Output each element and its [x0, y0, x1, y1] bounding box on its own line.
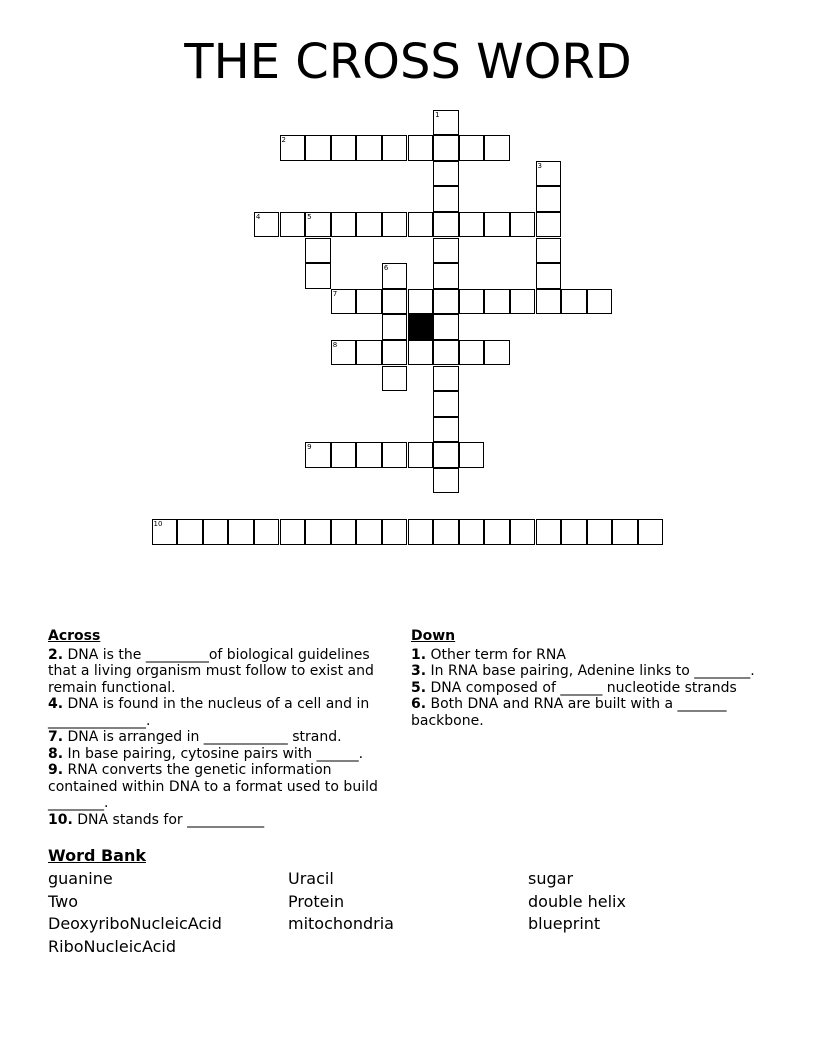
word-bank-item: RiboNucleicAcid: [48, 936, 177, 956]
word-bank-column-2: [288, 868, 394, 936]
clue-number-label: 9: [307, 443, 312, 452]
grid-cell[interactable]: [228, 519, 254, 545]
word-bank-item: sugar: [528, 869, 574, 888]
grid-cell[interactable]: [331, 340, 357, 366]
grid-cell[interactable]: [561, 519, 587, 545]
grid-cell[interactable]: [331, 442, 357, 468]
clue-across-9: [48, 762, 400, 812]
grid-cell[interactable]: [536, 263, 562, 289]
clue-text: DNA is arranged in ____________ strand.: [67, 729, 342, 745]
clue-text: RNA converts the genetic information contained within DNA to a format used to build ________.: [48, 762, 378, 811]
grid-cell[interactable]: [433, 391, 459, 417]
grid-cell[interactable]: [433, 340, 459, 366]
black-square: [408, 314, 434, 340]
grid-cell[interactable]: [331, 212, 357, 238]
down-clues: [411, 628, 771, 729]
clue-text: Other term for RNA: [430, 646, 566, 663]
word-bank-item: Protein: [288, 891, 345, 911]
grid-cell[interactable]: [638, 519, 664, 545]
clue-number: 10.: [48, 811, 73, 828]
clue-text: DNA stands for ___________: [77, 811, 265, 828]
clue-text: DNA is found in the nucleus of a cell and in ______________.: [48, 696, 370, 729]
grid-cell[interactable]: [459, 135, 485, 161]
clue-text: In RNA base pairing, Adenine links to ________.: [430, 663, 755, 679]
grid-cell[interactable]: [152, 519, 178, 545]
clue-number-label: 10: [153, 520, 163, 529]
grid-cell[interactable]: [459, 519, 485, 545]
clue-number: 9.: [48, 762, 64, 778]
clue-number-label: 1: [435, 110, 440, 119]
clue-down-1: [411, 647, 771, 664]
grid-cell[interactable]: [382, 212, 408, 238]
grid-cell[interactable]: [254, 519, 280, 545]
grid-cell[interactable]: [305, 135, 331, 161]
clue-text: DNA composed of ______ nucleotide strands: [430, 679, 737, 696]
clue-number-label: 3: [537, 161, 542, 170]
grid-cell[interactable]: [382, 263, 408, 289]
clue-number: 4.: [48, 696, 64, 712]
grid-cell[interactable]: [459, 340, 485, 366]
grid-cell[interactable]: [433, 161, 459, 187]
clue-number-label: 6: [383, 264, 389, 273]
clue-number: 5.: [411, 679, 427, 696]
across-clues: [48, 628, 400, 828]
grid-cell[interactable]: [280, 212, 306, 238]
grid-cell[interactable]: [331, 135, 357, 161]
grid-cell[interactable]: [408, 442, 434, 468]
across-heading: Across: [48, 628, 101, 644]
grid-cell[interactable]: [459, 212, 485, 238]
grid-cell[interactable]: [484, 340, 510, 366]
grid-cell[interactable]: [536, 289, 562, 315]
clue-across-10: [48, 812, 400, 829]
grid-cell[interactable]: [484, 289, 510, 315]
grid-cell[interactable]: [382, 519, 408, 545]
clue-text: Both DNA and RNA are built with a _______ backbone.: [411, 696, 727, 729]
word-bank-item: Two: [48, 891, 78, 911]
clue-number: 8.: [48, 745, 64, 762]
grid-cell[interactable]: [254, 212, 280, 238]
grid-cell[interactable]: [536, 519, 562, 545]
grid-cell[interactable]: [433, 212, 459, 238]
grid-cell[interactable]: [305, 238, 331, 264]
clue-number-label: 2: [281, 136, 286, 145]
word-bank-column-3: [528, 868, 626, 936]
grid-cell[interactable]: [382, 289, 408, 315]
grid-cell[interactable]: [203, 519, 229, 545]
grid-cell[interactable]: [331, 289, 357, 315]
grid-cell[interactable]: [305, 212, 331, 238]
word-bank-column-1: [48, 868, 222, 958]
word-bank-item: DeoxyriboNucleicAcid: [48, 914, 222, 933]
grid-cell[interactable]: [536, 238, 562, 264]
grid-cell[interactable]: [356, 519, 382, 545]
grid-cell[interactable]: [536, 161, 562, 187]
clue-across-4: [48, 696, 400, 729]
grid-cell[interactable]: [433, 263, 459, 289]
grid-cell[interactable]: [433, 110, 459, 136]
grid-cell[interactable]: [356, 212, 382, 238]
grid-cell[interactable]: [587, 519, 613, 545]
grid-cell[interactable]: [280, 519, 306, 545]
word-bank-item: Uracil: [288, 869, 334, 888]
grid-cell[interactable]: [433, 366, 459, 392]
grid-cell[interactable]: [433, 468, 459, 494]
grid-cell[interactable]: [433, 442, 459, 468]
grid-cell[interactable]: [510, 519, 536, 545]
grid-cell[interactable]: [459, 289, 485, 315]
clue-across-8: [48, 746, 400, 763]
grid-cell[interactable]: [382, 366, 408, 392]
grid-cell[interactable]: [433, 417, 459, 443]
word-bank-heading: Word Bank: [48, 846, 147, 865]
grid-cell[interactable]: [484, 519, 510, 545]
grid-cell[interactable]: [536, 212, 562, 238]
grid-cell[interactable]: [484, 212, 510, 238]
grid-cell[interactable]: [484, 135, 510, 161]
clue-number: 1.: [411, 646, 427, 663]
word-bank-item: guanine: [48, 869, 113, 888]
clue-text: In base pairing, cytosine pairs with ______.: [67, 745, 364, 762]
grid-cell[interactable]: [612, 519, 638, 545]
grid-cell[interactable]: [305, 519, 331, 545]
grid-cell[interactable]: [382, 442, 408, 468]
word-bank-item: mitochondria: [288, 914, 394, 933]
grid-cell[interactable]: [331, 519, 357, 545]
grid-cell[interactable]: [587, 289, 613, 315]
down-heading: Down: [411, 628, 456, 644]
grid-cell[interactable]: [433, 135, 459, 161]
grid-cell[interactable]: [536, 186, 562, 212]
grid-cell[interactable]: [510, 212, 536, 238]
grid-cell[interactable]: [305, 442, 331, 468]
grid-cell[interactable]: [305, 263, 331, 289]
page-title: THE CROSS WORD: [184, 34, 632, 90]
grid-cell[interactable]: [561, 289, 587, 315]
clue-number: 3.: [411, 663, 427, 679]
grid-cell[interactable]: [382, 314, 408, 340]
clue-number-label: 8: [332, 340, 338, 349]
grid-cell[interactable]: [280, 135, 306, 161]
clue-number: 2.: [48, 646, 64, 663]
grid-cell[interactable]: [408, 519, 434, 545]
grid-cell[interactable]: [433, 314, 459, 340]
clue-across-7: [48, 729, 400, 746]
grid-cell[interactable]: [382, 135, 408, 161]
clue-number: 6.: [411, 696, 427, 712]
grid-cell[interactable]: [177, 519, 203, 545]
grid-cell[interactable]: [459, 442, 485, 468]
grid-cell[interactable]: [433, 289, 459, 315]
clue-number-label: 7: [332, 289, 338, 298]
grid-cell[interactable]: [510, 289, 536, 315]
grid-cell[interactable]: [356, 135, 382, 161]
grid-cell[interactable]: [408, 340, 434, 366]
grid-cell[interactable]: [356, 289, 382, 315]
grid-cell[interactable]: [356, 442, 382, 468]
grid-cell[interactable]: [382, 340, 408, 366]
grid-cell[interactable]: [408, 135, 434, 161]
grid-cell[interactable]: [433, 186, 459, 212]
clue-across-2: [48, 647, 400, 697]
clue-number-label: 4: [255, 212, 261, 221]
grid-cell[interactable]: [433, 238, 459, 264]
clue-text: DNA is the _________of biological guidelines that a living organism must follow to exist and remain functional.: [48, 646, 374, 696]
clue-down-5: [411, 680, 771, 697]
word-bank-item: blueprint: [528, 914, 601, 933]
clue-down-3: [411, 663, 771, 680]
grid-cell[interactable]: [408, 212, 434, 238]
grid-cell[interactable]: [356, 340, 382, 366]
clue-down-6: [411, 696, 771, 729]
clue-number-label: 5: [307, 212, 312, 221]
clue-number: 7.: [48, 729, 64, 745]
word-bank-item: double helix: [528, 891, 626, 911]
grid-cell[interactable]: [408, 289, 434, 315]
grid-cell[interactable]: [433, 519, 459, 545]
